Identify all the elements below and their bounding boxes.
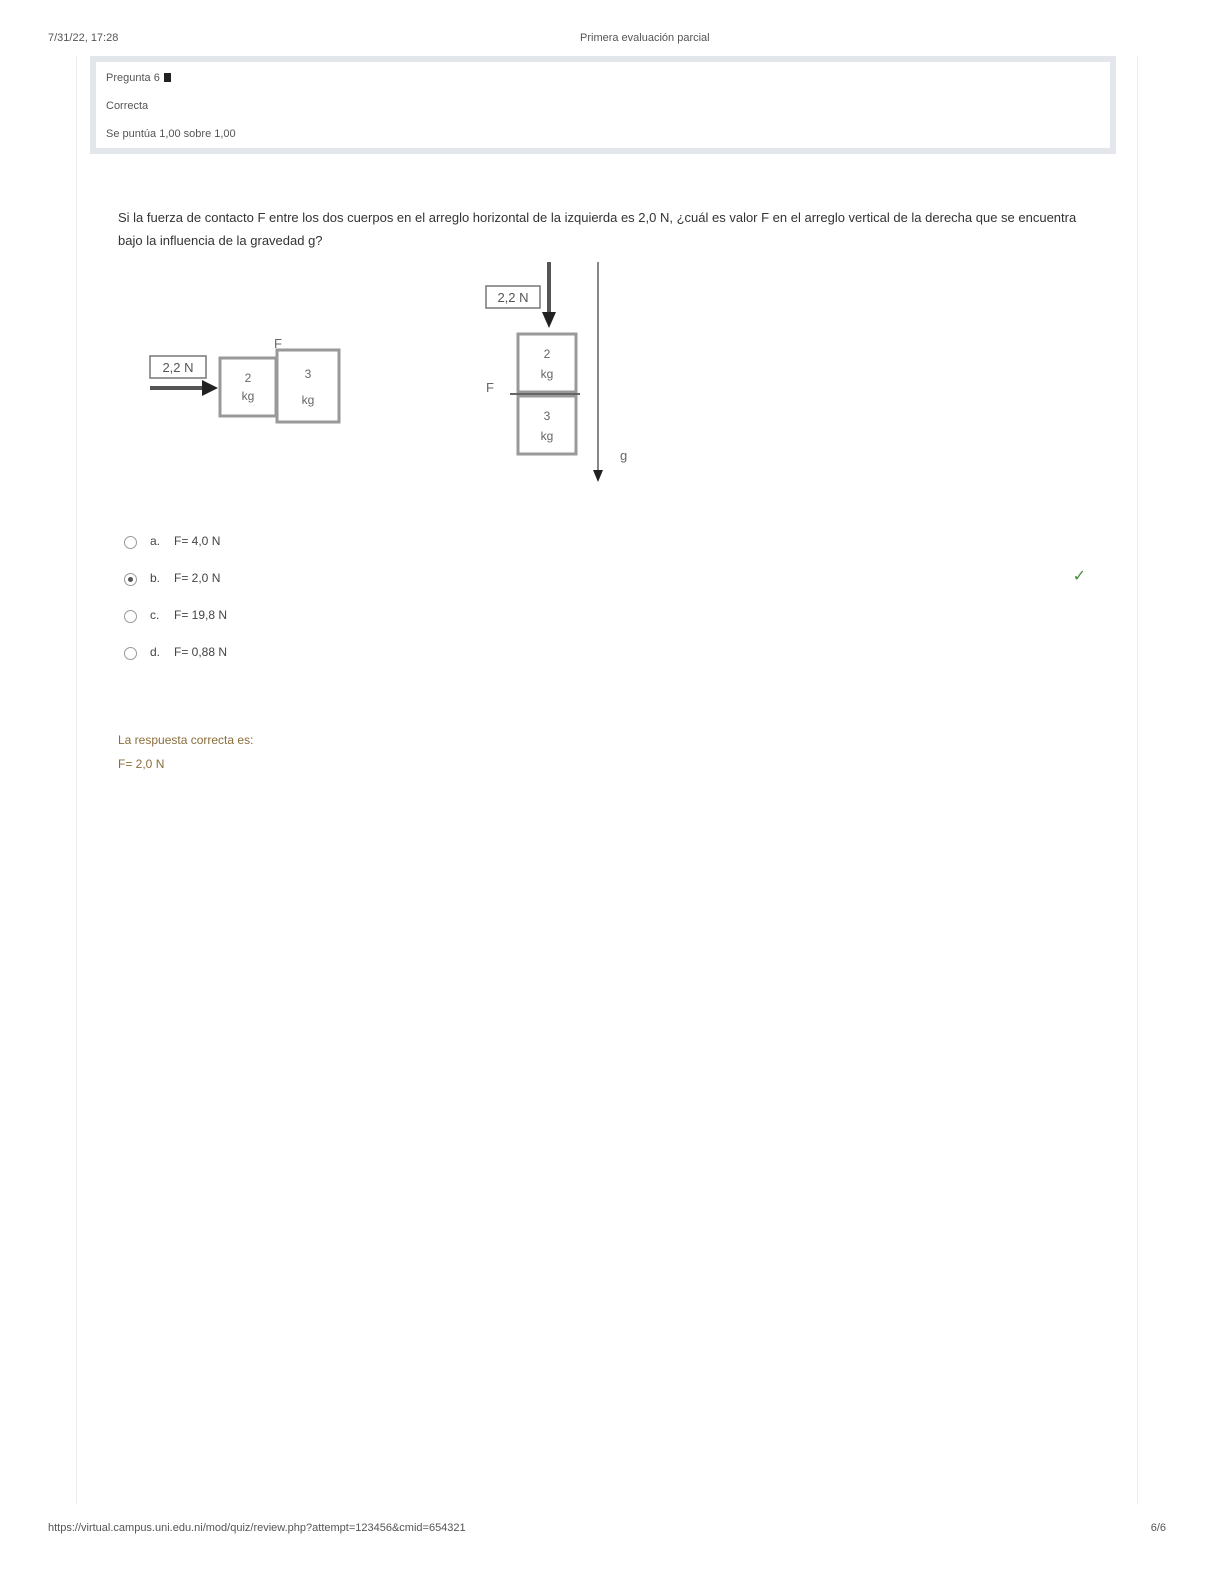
block-2kg	[518, 334, 576, 392]
correct-check-icon: ✓	[1072, 566, 1086, 585]
print-url: https://virtual.campus.uni.edu.ni/mod/quiz/review.php?attempt=123456&cmid=654321	[48, 1522, 466, 1534]
option-text: F= 2,0 N	[174, 571, 221, 585]
block1-mass: 2	[244, 371, 252, 385]
question-info-box	[90, 56, 1116, 154]
question-grade: Se puntúa 1,00 sobre 1,00	[106, 128, 236, 140]
figure-horizontal-svg	[140, 318, 360, 438]
radio-option-d[interactable]	[124, 647, 137, 660]
question-number	[106, 72, 171, 84]
print-footer	[48, 1522, 1166, 1538]
option-c[interactable]	[124, 604, 1094, 641]
block-3kg	[518, 396, 576, 454]
option-text: F= 0,88 N	[174, 645, 228, 659]
option-d[interactable]	[124, 641, 1094, 678]
print-header	[48, 32, 1166, 48]
force-arrow-head	[542, 312, 556, 328]
answer-options	[124, 530, 1094, 678]
figure-horizontal-arrangement	[140, 318, 360, 438]
contact-force-label: F	[486, 380, 494, 395]
flag-icon[interactable]	[164, 73, 171, 82]
radio-option-a[interactable]	[124, 536, 137, 549]
option-text: F= 19,8 N	[174, 608, 228, 622]
question-number-label: Pregunta 6	[106, 72, 160, 84]
option-a[interactable]	[124, 530, 1094, 567]
feedback-line2: F= 2,0 N	[118, 757, 165, 771]
block1-unit: kg	[540, 367, 554, 381]
question-state: Correcta	[106, 100, 149, 112]
block1-unit: kg	[241, 389, 255, 403]
feedback-box	[118, 728, 253, 776]
gravity-arrow-head	[593, 470, 603, 482]
print-title: Primera evaluación parcial	[580, 32, 710, 44]
block2-unit: kg	[301, 393, 315, 407]
radio-option-c[interactable]	[124, 610, 137, 623]
figure-vertical-svg	[470, 256, 650, 496]
block-3kg	[277, 350, 339, 422]
block2-unit: kg	[540, 429, 554, 443]
print-page-number: 6/6	[1150, 1522, 1166, 1534]
radio-option-b[interactable]	[124, 573, 137, 586]
force-label: 2,2 N	[497, 290, 529, 305]
figure-vertical-arrangement	[470, 256, 650, 496]
feedback-line1: La respuesta correcta es:	[118, 733, 254, 747]
block2-mass: 3	[543, 409, 551, 423]
option-letter: a.	[150, 534, 161, 548]
question-text: Si la fuerza de contacto F entre los dos cuerpos en el arreglo horizontal de la izquierda es 2,0 N, ¿cuál es valor F en el arreglo vertical de la derecha que se encuentra bajo la influencia de la gravedad g?	[118, 210, 1077, 248]
gravity-label: g	[620, 448, 628, 463]
contact-force-label: F	[274, 336, 282, 351]
force-label: 2,2 N	[162, 360, 194, 375]
option-letter: d.	[150, 645, 161, 659]
block1-mass: 2	[543, 347, 551, 361]
print-datetime: 7/31/22, 17:28	[48, 32, 119, 44]
option-text: F= 4,0 N	[174, 534, 221, 548]
option-b[interactable]	[124, 567, 1094, 604]
block-2kg	[220, 358, 276, 416]
option-letter: c.	[150, 608, 160, 622]
force-arrow-head	[202, 380, 218, 396]
block2-mass: 3	[304, 367, 312, 381]
option-letter: b.	[150, 571, 161, 585]
